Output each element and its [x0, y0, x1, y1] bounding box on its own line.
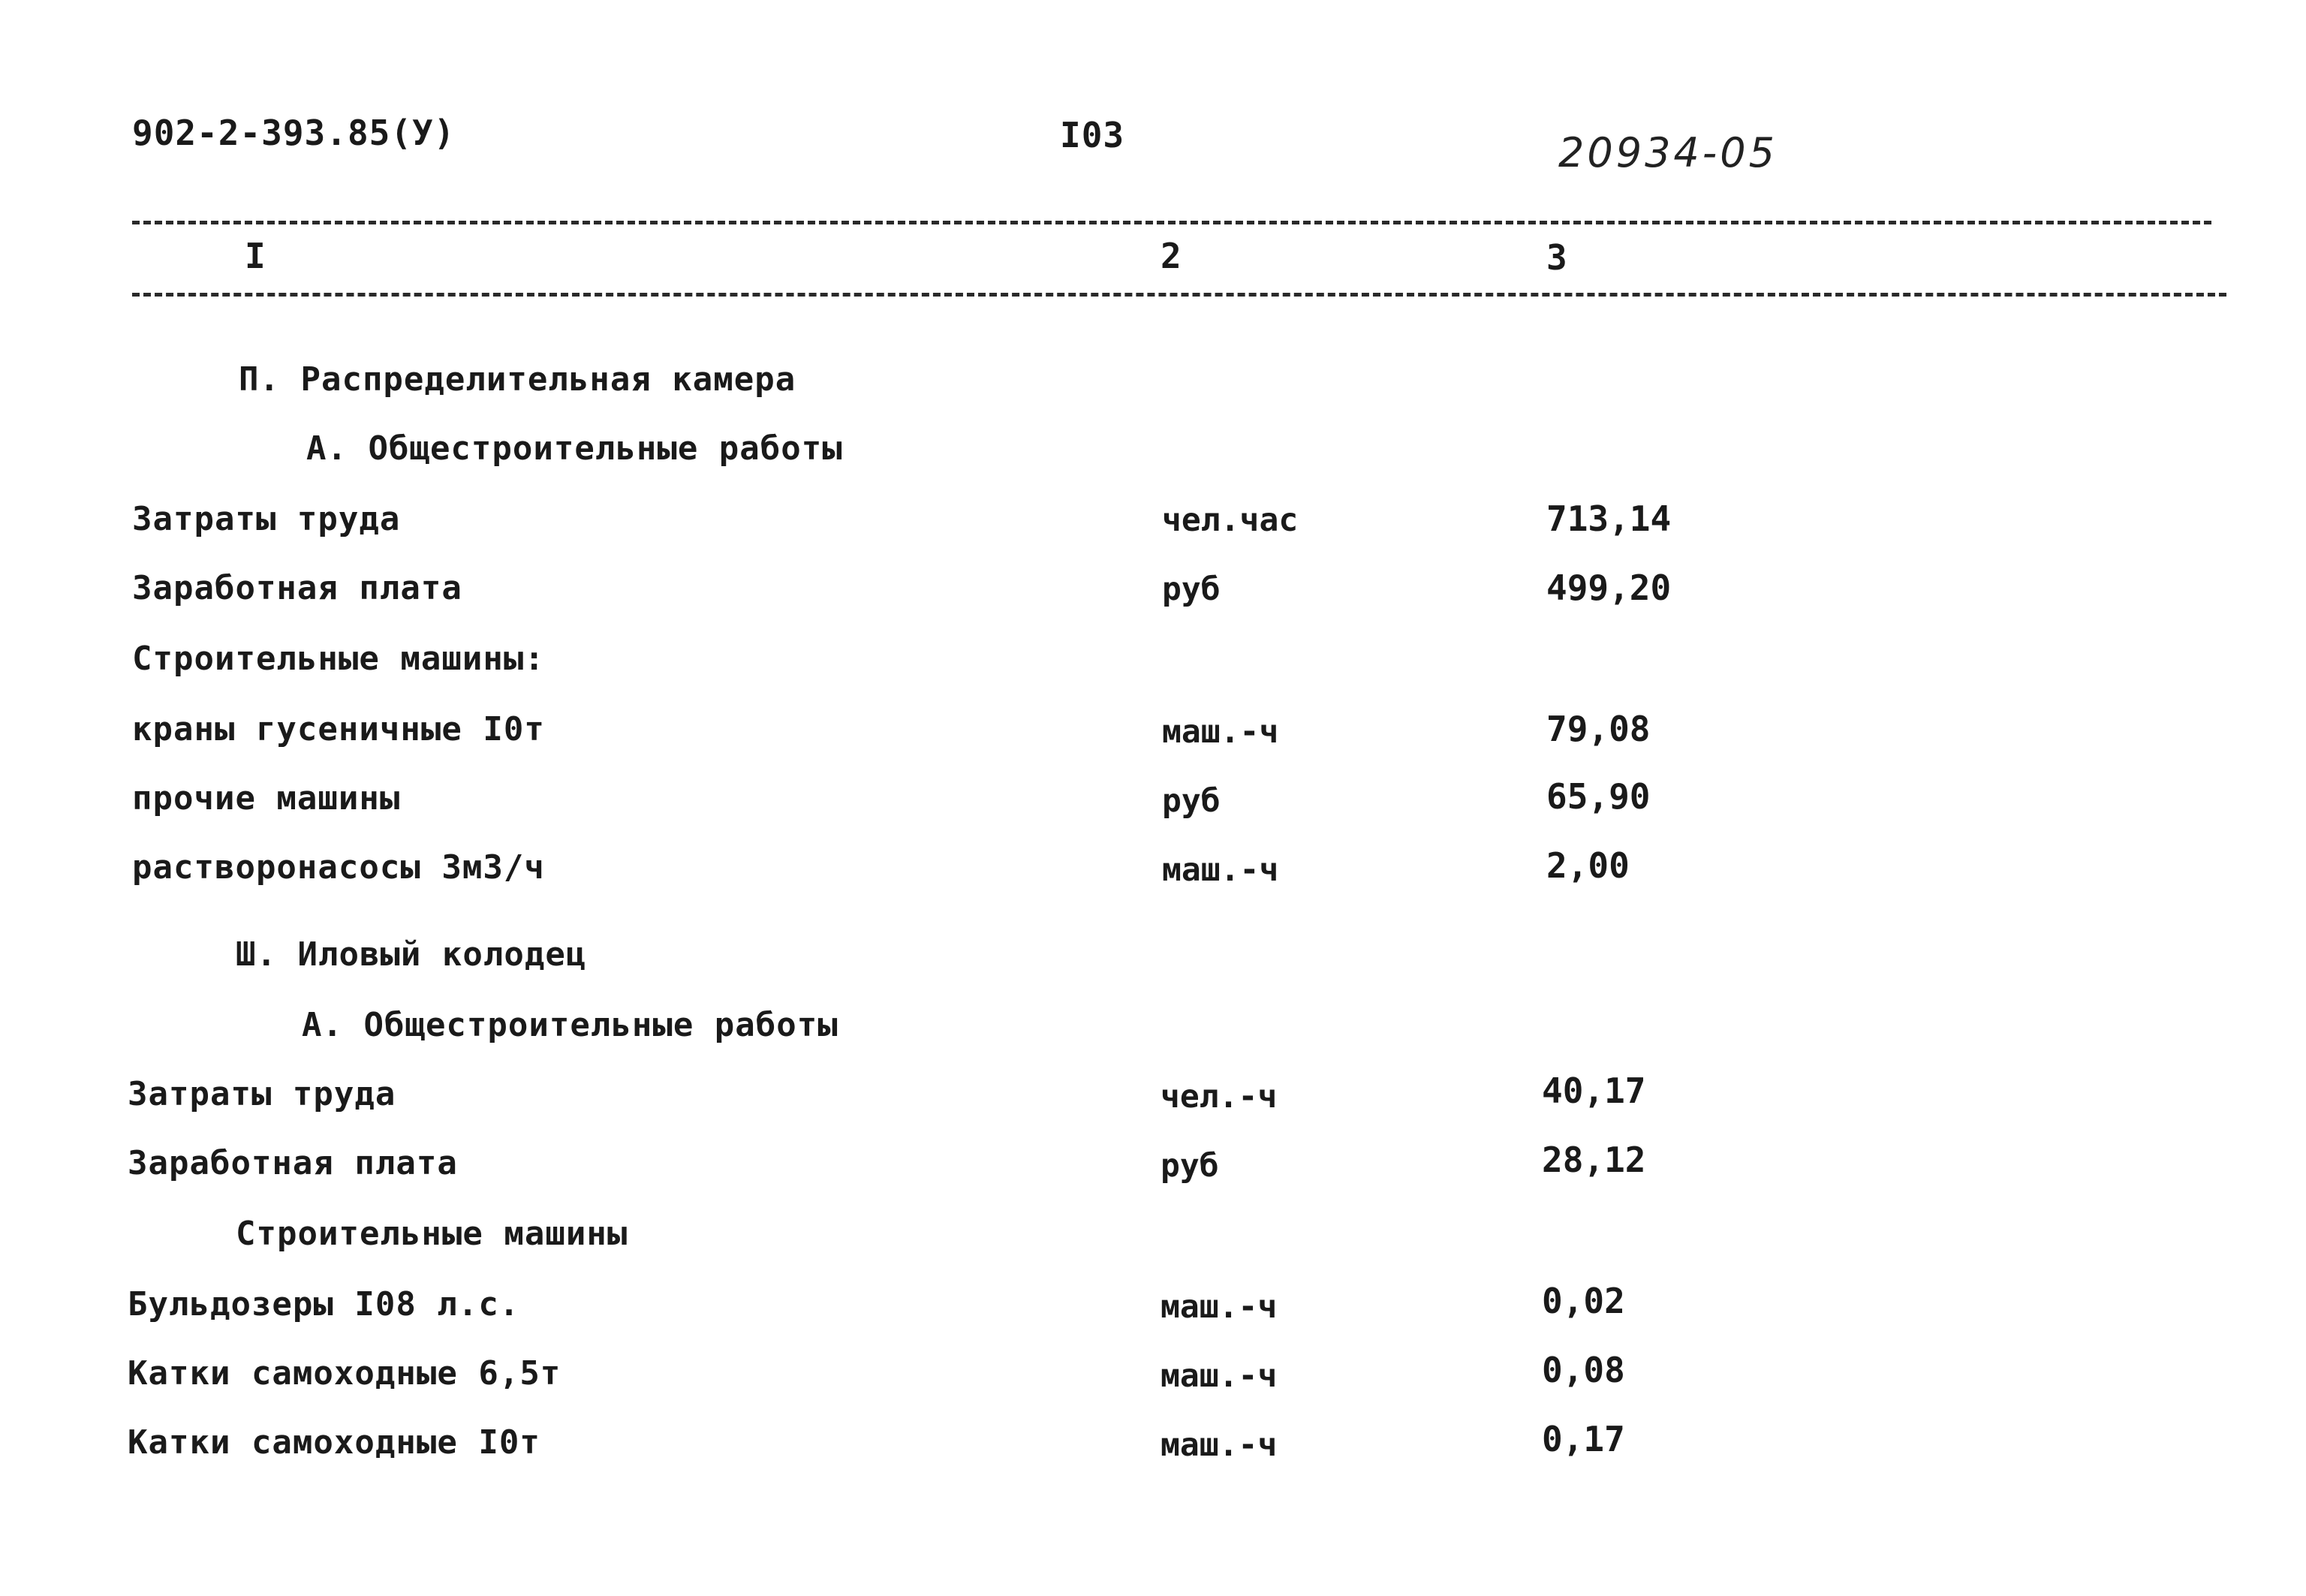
row-unit: маш.-ч — [1161, 1426, 1278, 1464]
row-unit: чел.-ч — [1161, 1078, 1278, 1116]
column-header-1: I — [245, 236, 266, 276]
section-title: П. Распределительная камера — [239, 360, 796, 399]
row-name: краны гусеничные I0т — [132, 710, 545, 748]
row-unit: маш.-ч — [1161, 1288, 1278, 1326]
row-name: Заработная плата — [128, 1144, 458, 1182]
row-unit: чел.час — [1162, 501, 1299, 539]
page-number: I03 — [1060, 115, 1125, 155]
row-value: 79,08 — [1546, 709, 1651, 749]
section-subtitle: А. Общестроительные работы — [302, 1006, 838, 1044]
row-name: Катки самоходные 6,5т — [128, 1354, 561, 1393]
row-unit: маш.-ч — [1162, 851, 1279, 889]
row-name: Затраты труда — [128, 1075, 396, 1113]
column-header-3: 3 — [1546, 237, 1567, 278]
row-value: 499,20 — [1546, 568, 1672, 608]
column-header-2: 2 — [1161, 236, 1182, 276]
row-name: растворонасосы 3м3/ч — [132, 848, 545, 887]
table-header-top-rule — [132, 221, 2211, 224]
row-unit: руб — [1162, 571, 1221, 608]
row-value: 0,08 — [1542, 1350, 1625, 1390]
row-value: 2,00 — [1546, 845, 1630, 886]
row-unit: руб — [1161, 1147, 1219, 1185]
row-name: Строительные машины: — [132, 640, 545, 678]
section-subtitle: А. Общестроительные работы — [306, 429, 843, 468]
row-value: 28,12 — [1542, 1140, 1646, 1180]
row-value: 713,14 — [1546, 498, 1672, 539]
row-value: 40,17 — [1542, 1071, 1646, 1111]
handwritten-stamp-number: 20934-05 — [1558, 129, 1778, 176]
row-name: Заработная плата — [132, 569, 462, 607]
section-title: Ш. Иловый колодец — [236, 935, 587, 974]
document-code: 902-2-393.85(У) — [132, 113, 456, 153]
table-header-bottom-rule — [132, 293, 2226, 297]
row-value: 65,90 — [1546, 776, 1651, 817]
row-name: Бульдозеры I08 л.с. — [128, 1285, 520, 1323]
row-value: 0,17 — [1542, 1419, 1625, 1459]
row-value: 0,02 — [1542, 1281, 1625, 1321]
row-name: Катки самоходные I0т — [128, 1423, 540, 1462]
row-name: Строительные машины — [236, 1215, 628, 1253]
row-unit: маш.-ч — [1162, 713, 1279, 751]
row-name: прочие машины — [132, 779, 401, 818]
row-name: Затраты труда — [132, 500, 401, 538]
row-unit: маш.-ч — [1161, 1357, 1278, 1395]
row-unit: руб — [1162, 782, 1221, 820]
